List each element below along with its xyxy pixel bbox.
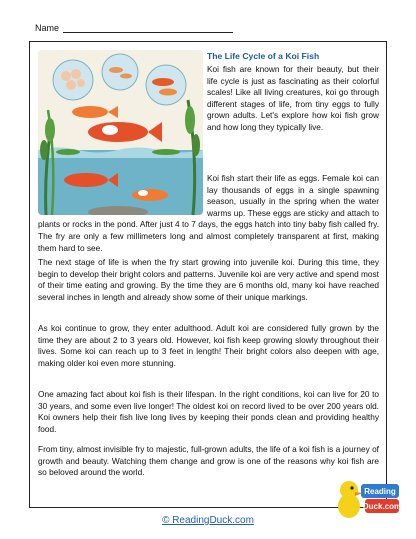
intro-paragraph: Koi fish are known for their beauty, but their life cycle is just as fascinating as their colorful scales! Like all living creatures, koi go through different stages of life, from tiny eggs to fully grown adults. Let's explore how koi fish grow and how long they typically live. [207,64,379,132]
name-row [35,23,233,33]
paragraph-conclusion: From tiny, almost invisible fry to majestic, full-grown adults, the life of a koi fish is a journey of growth and beauty. Watching them change and grow is one of the reasons why koi fish are so beloved around the world. [38,444,379,478]
paragraph-lifespan: One amazing fact about koi fish is their lifespan. In the right conditions, koi can live for 20 to 30 years, and some even live longer! The oldest koi on record lived to be over 200 years old. Koi owners help their fish live long lives by keeping their ponds clean and providing healthy food. [38,389,379,434]
paragraph-adult: As koi continue to grow, they enter adulthood. Adult koi are considered fully grown by the time they are about 2 to 3 years old. However, koi fish keep growing slowly throughout their lives. Some koi can reach up to 3 feet in length! Their bright colors also deepen with age, making older koi even more stunning. [38,323,379,368]
svg-text:Duck.com: Duck.com [362,502,401,511]
paragraph-juvenile: The next stage of life is when the fry start growing into juvenile koi. During this time, they begin to develop their bright colors and patterns. Juvenile koi are very active and spend most of their time eating and growing. By the time they are 6 months old, many koi have reached several inches in length and already show some of their unique markings. [38,257,379,302]
readingduck-link[interactable]: © ReadingDuck.com [162,515,254,526]
readingduck-logo [335,468,401,526]
article-title: The Life Cycle of a Koi Fish [207,51,320,61]
name-label: Name [35,23,60,33]
name-line[interactable] [63,24,233,33]
paragraph-eggs: Koi fish start their life as eggs. Female koi can lay thousands of eggs in a single spawning season, usually in the spring when the water warms up. These eggs are sticky and attach to plants or rocks in the pond. After just 4 to 7 days, the eggs hatch into tiny baby fish called fry. The fry are only a few millimeters long and almost completely transparent at first, making them hard to see. [38,173,379,253]
svg-text:Reading: Reading [364,487,396,496]
